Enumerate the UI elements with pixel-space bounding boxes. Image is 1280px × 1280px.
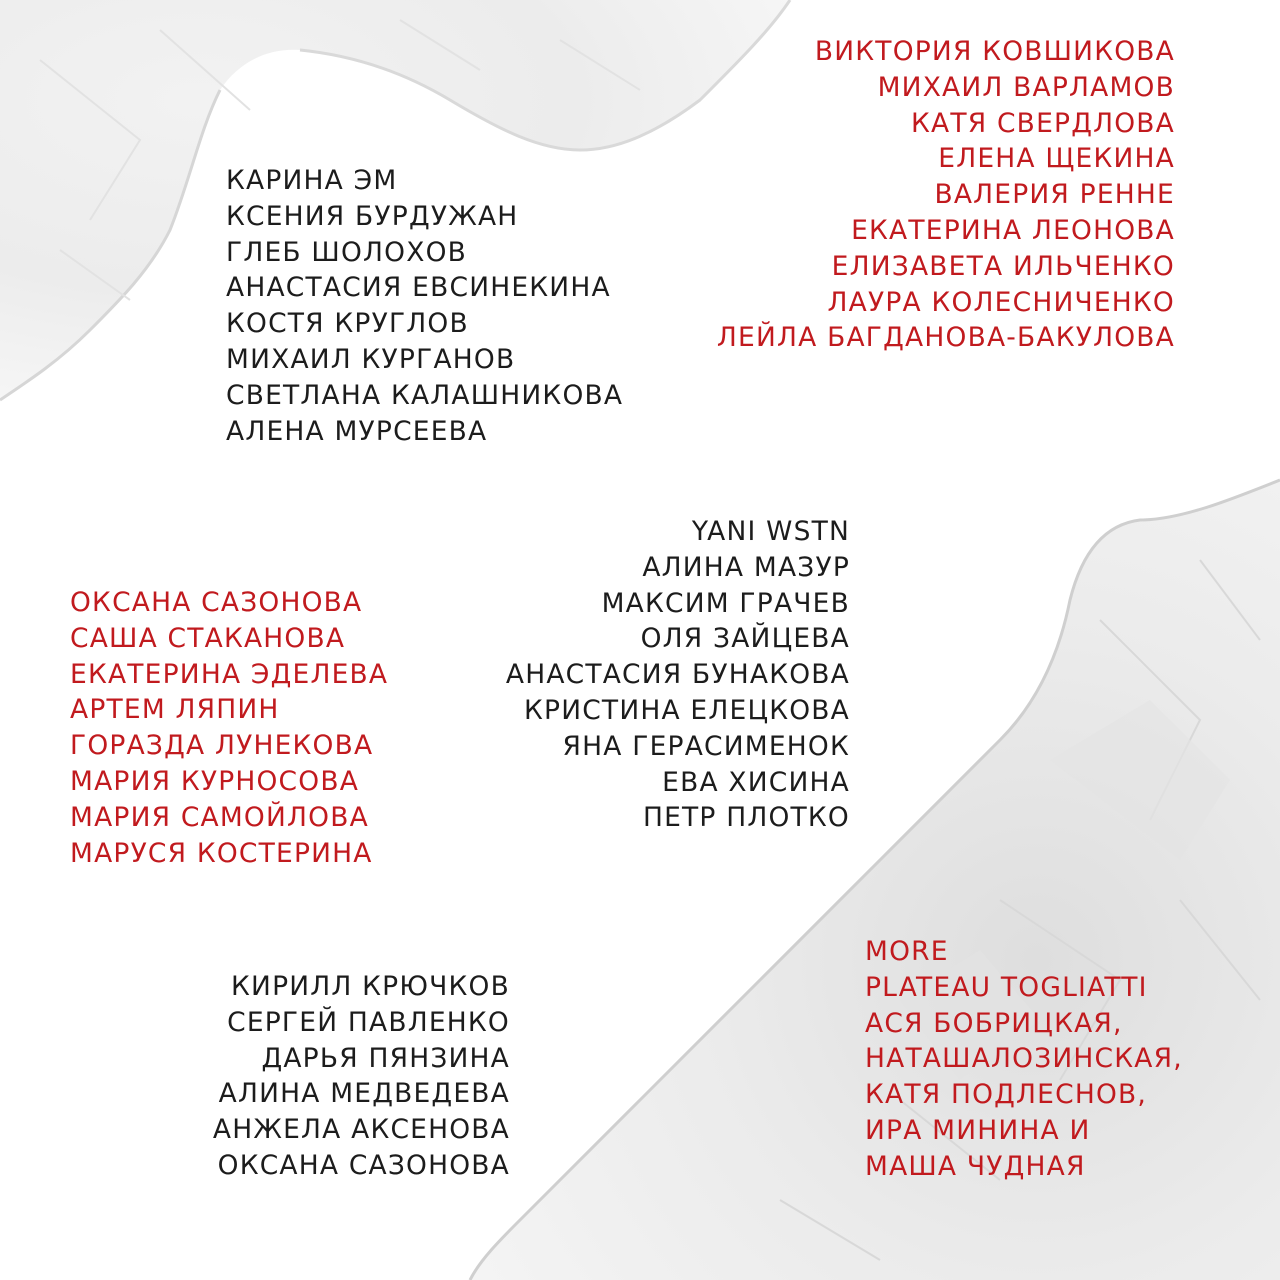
- name-item: СВЕТЛАНА КАЛАШНИКОВА: [226, 379, 624, 411]
- name-item: АЛИНА МАЗУР: [642, 551, 850, 583]
- name-item: СЕРГЕЙ ПАВЛЕНКО: [227, 1006, 510, 1038]
- name-item: АНАСТАСИЯ БУНАКОВА: [505, 659, 850, 691]
- name-item: АЛЕНА МУРСЕЕВА: [226, 415, 488, 447]
- name-item: PLATEAU TOGLIATTI: [865, 971, 1148, 1003]
- name-item: КСЕНИЯ БУРДУЖАН: [226, 200, 519, 232]
- name-item: МАРИЯ КУРНОСОВА: [70, 765, 360, 797]
- name-item: АЛИНА МЕДВЕДЕВА: [218, 1078, 510, 1110]
- names-column-middle-center: [506, 514, 850, 836]
- name-item: АНАСТАСИЯ ЕВСИНЕКИНА: [226, 272, 611, 304]
- names-column-middle-left: [70, 585, 388, 871]
- name-item: ЕКАТЕРИНА ЛЕОНОВА: [851, 214, 1175, 246]
- name-item: АСЯ БОБРИЦКАЯ,: [865, 1007, 1123, 1039]
- name-item: ЕЛЕНА ЩЕКИНА: [938, 143, 1175, 175]
- name-item: КАТЯ СВЕРДЛОВА: [911, 107, 1175, 139]
- name-item: НАТАШАЛОЗИНСКАЯ,: [865, 1043, 1183, 1075]
- name-item: ЛАУРА КОЛЕСНИЧЕНКО: [827, 286, 1175, 318]
- name-item: ВАЛЕРИЯ РЕННЕ: [934, 179, 1175, 211]
- name-item: МАРУСЯ КОСТЕРИНА: [70, 837, 373, 869]
- name-item: МАКСИМ ГРАЧЕВ: [601, 587, 850, 619]
- name-item: ОКСАНА САЗОНОВА: [70, 587, 363, 618]
- name-item: ГЛЕБ ШОЛОХОВ: [226, 236, 468, 268]
- name-item: АНЖЕЛА АКСЕНОВА: [212, 1114, 510, 1146]
- name-item: МАРИЯ САМОЙЛОВА: [70, 801, 369, 833]
- name-item: ЯНА ГЕРАСИМЕНОК: [562, 730, 850, 762]
- name-item: ИРА МИНИНА И: [865, 1114, 1091, 1146]
- name-item: КАРИНА ЭМ: [226, 165, 398, 196]
- name-item: ЛЕЙЛА БАГДАНОВА-БАКУЛОВА: [716, 322, 1175, 354]
- name-item: ГОРАЗДА ЛУНЕКОВА: [70, 730, 374, 762]
- name-item: ЕКАТЕРИНА ЭДЕЛЕВА: [70, 658, 389, 690]
- name-item: ВИКТОРИЯ КОВШИКОВА: [814, 36, 1175, 67]
- name-item: КАТЯ ПОДЛЕСНОВ,: [865, 1079, 1148, 1111]
- name-item: ОЛЯ ЗАЙЦЕВА: [640, 623, 850, 655]
- names-column-bottom-left: [213, 969, 510, 1184]
- name-item: MORE: [865, 936, 949, 967]
- name-item: МИХАИЛ КУРГАНОВ: [226, 343, 516, 375]
- names-column-bottom-right: [865, 934, 1183, 1185]
- name-item: МАША ЧУДНАЯ: [865, 1150, 1086, 1182]
- name-item: ЕВА ХИСИНА: [662, 766, 850, 798]
- names-column-top-right: [717, 34, 1175, 356]
- name-item: ЕЛИЗАВЕТА ИЛЬЧЕНКО: [831, 250, 1175, 282]
- name-item: КРИСТИНА ЕЛЕЦКОВА: [524, 694, 850, 726]
- name-item: ПЕТР ПЛОТКО: [642, 802, 850, 834]
- name-item: ДАРЬЯ ПЯНЗИНА: [261, 1042, 510, 1074]
- name-item: КИРИЛЛ КРЮЧКОВ: [231, 971, 510, 1002]
- name-item: МИХАИЛ ВАРЛАМОВ: [877, 71, 1175, 103]
- names-column-top-left: [226, 163, 623, 449]
- name-item: ОКСАНА САЗОНОВА: [217, 1149, 510, 1181]
- name-item: АРТЕМ ЛЯПИН: [70, 694, 280, 726]
- name-item: YANI WSTN: [691, 516, 850, 547]
- name-item: САША СТАКАНОВА: [70, 622, 346, 654]
- name-item: КОСТЯ КРУГЛОВ: [226, 308, 469, 340]
